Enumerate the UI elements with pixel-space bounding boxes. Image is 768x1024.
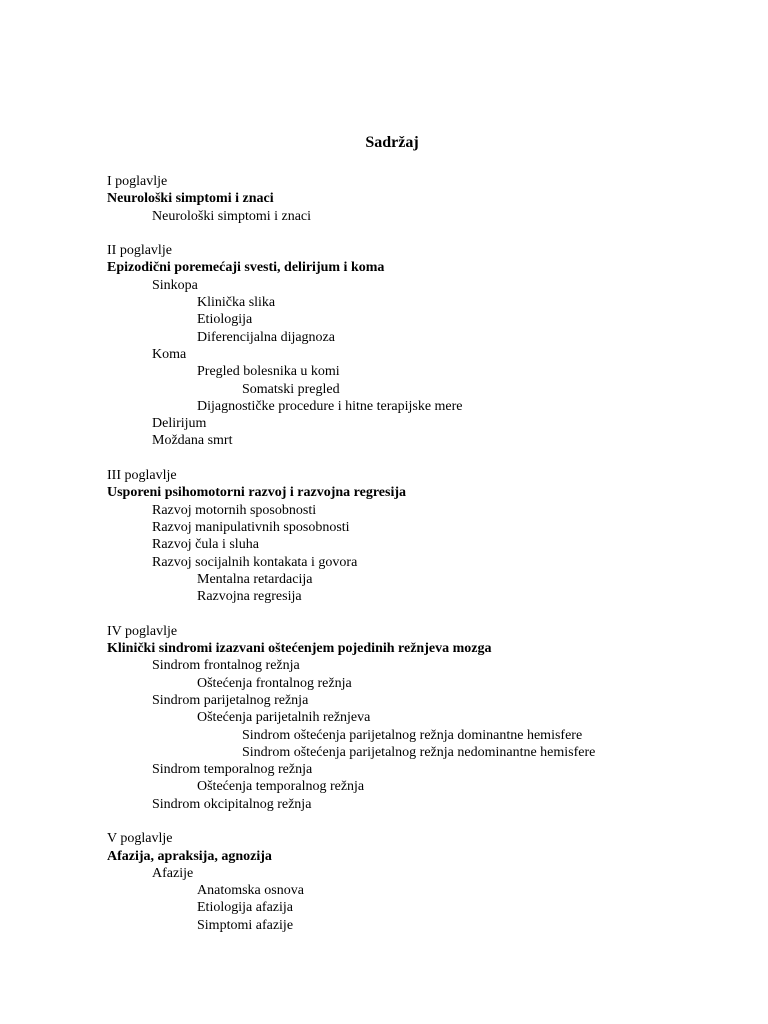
chapter-label: IV poglavlje [107, 623, 178, 639]
toc-entry-level-2: Klinička slika [197, 295, 276, 311]
toc-entry-level-1: Neurološki simptomi i znaci [152, 208, 312, 224]
chapter-spacer [107, 605, 748, 622]
toc-entry-level-2: Etiologija [197, 312, 253, 328]
toc-entry-level-1: Delirijum [152, 416, 207, 432]
chapter-heading: Usporeni psihomotorni razvoj i razvojna regresija [107, 485, 407, 501]
chapter-heading: Afazija, apraksija, agnozija [107, 848, 272, 864]
toc-entry-level-2: Oštećenja temporalnog režnja [197, 779, 365, 795]
toc-entry-level-3: Sindrom oštećenja parijetalnog režnja nedominantne hemisfere [242, 744, 596, 760]
toc-entry-level-3: Somatski pregled [242, 381, 340, 397]
toc-entry-level-2: Mentalna retardacija [197, 571, 313, 587]
chapter-section [107, 467, 748, 605]
table-of-contents [107, 173, 748, 934]
toc-entry-level-3: Sindrom oštećenja parijetalnog režnja dominantne hemisfere [242, 727, 583, 743]
toc-entry-level-2: Pregled bolesnika u komi [197, 364, 340, 380]
chapter-section [107, 173, 748, 225]
toc-entry-level-1: Razvoj manipulativnih sposobnosti [152, 519, 350, 535]
toc-entry-level-1: Moždana smrt [152, 433, 233, 449]
chapter-label: II poglavlje [107, 243, 172, 259]
chapter-section [107, 830, 748, 934]
toc-entry-level-2: Simptomi afazije [197, 917, 294, 933]
page-title: Sadržaj [365, 134, 419, 151]
toc-entry-level-1: Sindrom frontalnog režnja [152, 658, 300, 674]
toc-entry-level-1: Razvoj čula i sluha [152, 537, 259, 553]
toc-entry-level-1: Sindrom parijetalnog režnja [152, 692, 309, 708]
toc-entry-level-2: Razvojna regresija [197, 589, 302, 605]
chapter-heading: Klinički sindromi izazvani oštećenjem pojedinih režnjeva mozga [107, 641, 492, 657]
toc-entry-level-1: Sindrom temporalnog režnja [152, 762, 313, 778]
toc-entry-level-2: Etiologija afazija [197, 900, 294, 916]
chapter-section [107, 242, 748, 450]
chapter-label: I poglavlje [107, 174, 168, 189]
toc-entry-level-2: Oštećenja frontalnog režnja [197, 675, 352, 691]
chapter-section [107, 623, 748, 813]
toc-entry-level-2: Dijagnostičke procedure i hitne terapijske mere [197, 398, 463, 414]
toc-entry-level-1: Razvoj motornih sposobnosti [152, 502, 317, 518]
chapter-spacer [107, 450, 748, 467]
chapter-label: V poglavlje [107, 831, 173, 847]
toc-entry-level-1: Razvoj socijalnih kontakata i govora [152, 554, 358, 570]
toc-entry-level-1: Koma [152, 346, 187, 362]
toc-entry-level-2: Anatomska osnova [197, 883, 304, 899]
chapter-spacer [107, 225, 748, 242]
chapter-label: III poglavlje [107, 468, 177, 484]
chapter-heading: Neurološki simptomi i znaci [107, 191, 274, 207]
chapter-spacer [107, 813, 748, 830]
toc-entry-level-2: Oštećenja parijetalnih režnjeva [197, 710, 371, 726]
toc-entry-level-1: Sindrom okcipitalnog režnja [152, 796, 312, 812]
toc-entry-level-1: Sinkopa [152, 277, 198, 293]
chapter-heading: Epizodični poremećaji svesti, delirijum i koma [107, 260, 385, 276]
toc-entry-level-1: Afazije [152, 865, 194, 881]
toc-entry-level-2: Diferencijalna dijagnoza [197, 329, 335, 345]
